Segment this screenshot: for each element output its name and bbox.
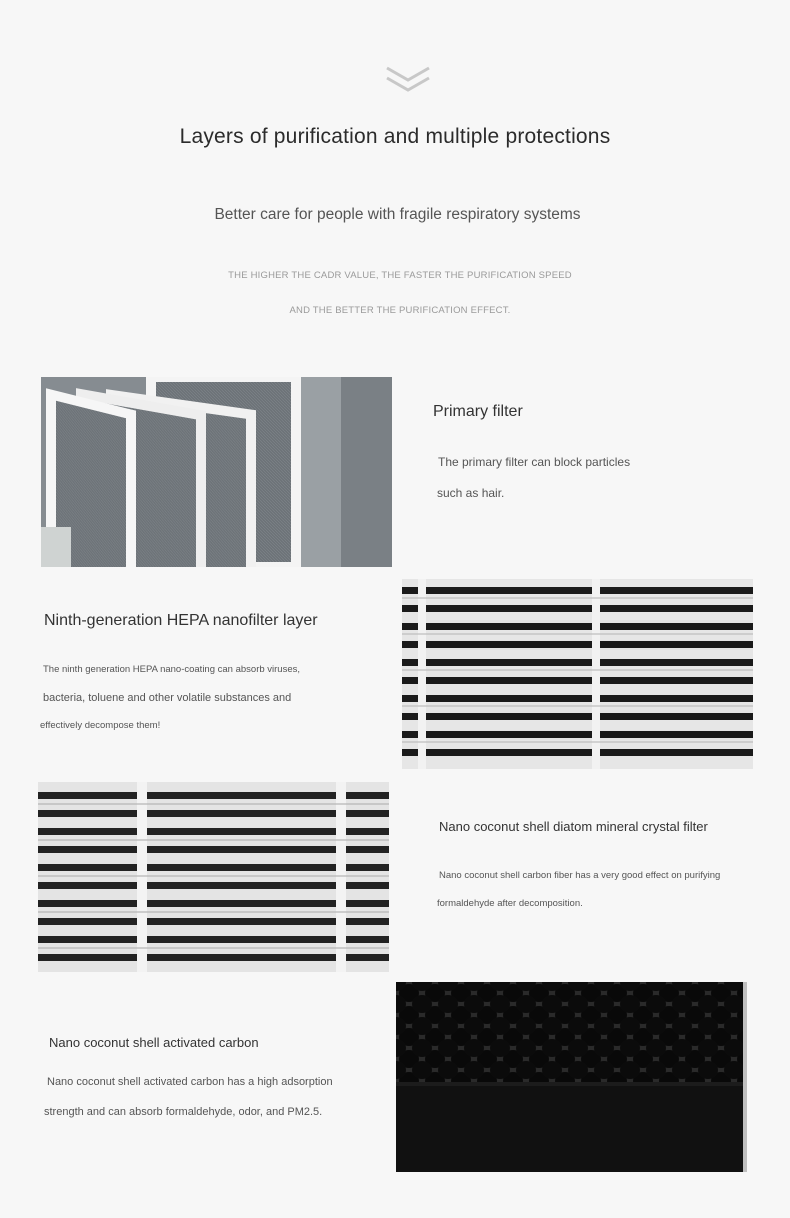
diatom-filter-text-1: Nano coconut shell carbon fiber has a very good effect on purifying xyxy=(439,870,721,881)
primary-filter-photo xyxy=(41,377,392,567)
double-chevron-down-icon xyxy=(385,64,431,94)
diatom-filter-text-2: formaldehyde after decomposition. xyxy=(437,898,583,909)
diatom-filter-photo xyxy=(38,782,389,972)
page-subtitle: Better care for people with fragile respiratory systems xyxy=(214,206,581,223)
activated-carbon-text-1: Nano coconut shell activated carbon has a high adsorption xyxy=(47,1076,333,1088)
activated-carbon-text-2: strength and can absorb formaldehyde, odor, and PM2.5. xyxy=(44,1106,323,1118)
page-title: Layers of purification and multiple protections xyxy=(179,125,611,148)
hepa-layer-text-3: effectively decompose them! xyxy=(40,720,161,731)
activated-carbon-photo xyxy=(396,982,747,1172)
hepa-layer-title: Ninth-generation HEPA nanofilter layer xyxy=(44,612,318,629)
cadr-note-line-1: THE HIGHER THE CADR VALUE, THE FASTER THE PURIFICATION SPEED xyxy=(228,270,572,281)
hepa-layer-text-1: The ninth generation HEPA nano-coating can absorb viruses, xyxy=(43,664,301,675)
primary-filter-title: Primary filter xyxy=(433,403,523,420)
hepa-filter-photo xyxy=(402,579,753,769)
hepa-layer-text-2: bacteria, toluene and other volatile substances and xyxy=(43,692,292,704)
primary-filter-text-1: The primary filter can block particles xyxy=(438,455,631,469)
activated-carbon-title: Nano coconut shell activated carbon xyxy=(49,1035,259,1050)
primary-filter-text-2: such as hair. xyxy=(437,486,505,500)
cadr-note-line-2: AND THE BETTER THE PURIFICATION EFFECT. xyxy=(289,305,511,316)
diatom-filter-title: Nano coconut shell diatom mineral crystal filter xyxy=(439,819,708,834)
